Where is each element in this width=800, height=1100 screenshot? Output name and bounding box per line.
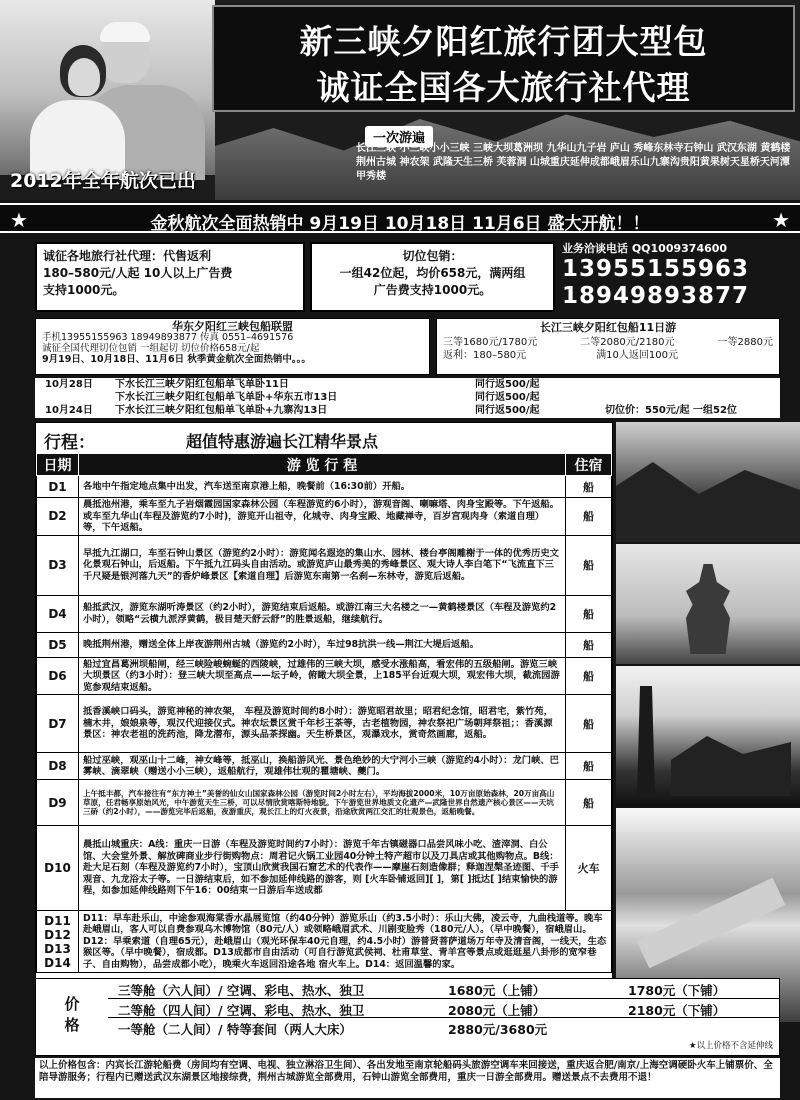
itinerary-subtitle: 超值特惠游遍长江精华景点	[186, 432, 379, 451]
charter-line: 一组42位起，均价658元，满两组	[339, 266, 526, 280]
col-day: 日期	[37, 454, 79, 476]
sub-title: 诚证全国各大旅行社代理	[316, 68, 691, 107]
price-note: ★以上价格不含延伸线	[688, 1041, 773, 1051]
lower-berth-price: 1680元（上铺）	[448, 983, 546, 998]
departures	[35, 378, 780, 418]
departure-row	[40, 404, 775, 417]
table-row	[37, 753, 612, 780]
route-cell: 各地中午指定地点集中出发，汽车送至南京港上船，晚餐前（16:30前）开船。	[79, 476, 566, 498]
day-cell: D6	[37, 657, 79, 695]
price-label: 价格	[62, 996, 81, 1038]
departure-row	[40, 391, 775, 404]
rooftops	[671, 736, 791, 796]
lodge-cell: 船	[566, 632, 612, 657]
table-row	[37, 695, 612, 753]
agent-recruit-box	[35, 242, 305, 312]
yici-label: 一次游遍	[365, 126, 433, 147]
route-cell: 晨抵池州港，乘车至九子岩烟霞园国家森林公园（车程游览约6小时），游观音阁、喇嘛塔、肉身宝殿等。下午返船。或车至九华山(车程及游览约7小时)，游览开山祖寺，化城寺、肉身宝殿、地藏禅寺，百岁宫观肉身（索道自理）等，下午返船。	[79, 498, 566, 536]
promo-bar	[0, 203, 800, 233]
price-includes: 以上价格包含：内宾长江游轮船费（房间均有空调、电视、独立淋浴卫生间）、各出发地至南京轮船码头旅游空调车来回接送，重庆返合肥/南京/上海空调硬卧火车上铺票价、全陪导游服务；行程内已赠送武汉东湖景区地接综费，荆州古城游览全部费用，石钟山游览全部费用，重庆一日游全部费用。赠送景点不去费用不退！	[35, 1058, 780, 1098]
lodge-cell: 船	[566, 595, 612, 632]
contact-box	[562, 240, 800, 316]
contact-label: 业务洽谈电话 QQ1009374600	[562, 242, 728, 255]
phone-number[interactable]: 13955155963	[562, 256, 750, 282]
table-row	[37, 826, 612, 911]
departure-row	[40, 378, 775, 391]
cliffs	[616, 462, 800, 542]
union-box	[35, 318, 430, 375]
cabin-type: 三等舱（六人间）/ 空调、彩电、热水、独卫	[118, 983, 365, 998]
route-cell: 船过宜昌葛洲坝船闸，经三峡险峻蜿蜒的西陵峡，过雄伟的三峡大坝，感受水涨船高，看宏伟的五级船闸。游览三峡大坝景区（约3小时）：登三峡大坝至高点——坛子岭，俯瞰大坝全景，上185平台近观大坝，观宏伟大坝，截流园游览参观结束返船。	[79, 657, 566, 695]
lower-berth-price: 2080元（上铺）	[448, 1003, 546, 1018]
route-cell: 晨抵山城重庆：A线：重庆一日游（车程及游览时间约7小时）：游览千年古镇磁器口品尝风味小吃、渣滓洞、白公馆、大会堂外景、解放碑商业步行街购物点：周君记火锅工业园40分钟土特产超市以及刀具店或其他购物点。B线：赴大足石刻（车程及游览约7小时），宝顶山欣赏我国石窟艺术的代表作——摩崖石刻造像群；释迦涅槃圣迹图、千手观音、九龙浴太子等。一日游结束后，如不参加延伸线路的游客，则 [火车卧铺返回][ ]，第[ ]抵达[ ]结束愉快的游程，如参加延伸线路则下午16：00结束一日游后车送成都	[79, 826, 566, 911]
star-icon: ★	[10, 208, 28, 232]
itinerary-table	[36, 453, 612, 973]
upper-berth-price: 1780元（下铺）	[628, 983, 726, 998]
lodge-cell: 船	[566, 535, 612, 595]
route-cell: 晚抵荆州港，赠送全体上岸夜游荆州古城（游览约2小时），车过98抗洪一线—荆江大堤后返船。	[79, 632, 566, 657]
price-row	[108, 979, 780, 998]
scenery-photos	[616, 422, 800, 1022]
cabin-prices	[443, 336, 773, 349]
man-hair	[100, 22, 150, 42]
table-row	[37, 535, 612, 595]
route-cell: 抵香溪峡口码头，游览神秘的神农架， 车程及游览时间约8小时）：游览昭君故里；昭君纪念馆，昭君宅，紫竹苑，楠木井，娘娘泉等，观汉代迎接仪式。神农坛景区赏千年杉王茶等，古老植物园，神农祭祀广场朝拜祭祖；：香溪源景区：神农老祖的洗药池，降龙潜布，源头品茶探幽。天生桥景区，观瀑戏水，赏奇然画廊，返船。	[79, 695, 566, 753]
price-row	[108, 998, 780, 1017]
day-cell: D3	[37, 535, 79, 595]
dam-wall	[637, 878, 786, 969]
table-row	[37, 780, 612, 826]
pagoda-shape	[686, 564, 730, 654]
day-cell: D9	[37, 780, 79, 826]
day-cell: D5	[37, 632, 79, 657]
cruise-11day-title: 长江三峡夕阳红包船11日游	[539, 321, 677, 334]
pagoda-photo	[616, 544, 800, 664]
lodge-cell: 火车	[566, 826, 612, 911]
departure-date: 10月24日	[45, 405, 93, 416]
col-lodge: 住宿	[566, 454, 612, 476]
star-icon: ★	[772, 208, 790, 232]
old-town-photo	[616, 666, 800, 806]
main-title: 新三峡夕阳红旅行团大型包	[299, 22, 708, 61]
lower-berth-price: 2880元/3680元	[448, 1022, 548, 1037]
table-row	[37, 476, 612, 498]
gorge-photo	[616, 422, 800, 542]
lodge-cell: 船	[566, 753, 612, 780]
union-line: 9月19日、10月18日、11月6日 秋季黄金航次全面热销中。。。	[42, 354, 311, 365]
promo-text: 金秋航次全面热销中 9月19日 10月18日 11月6日 盛大开航！！	[150, 214, 650, 234]
price-table	[35, 978, 780, 1056]
day-cell: D2	[37, 498, 79, 536]
title-box	[212, 5, 795, 112]
third-class-price: 三等1680元/1780元	[443, 337, 538, 348]
lodge-cell: 船	[566, 780, 612, 826]
departure-route: 下水长江三峡夕阳红包船单飞单卧11日	[115, 379, 289, 390]
upper-berth-price: 2180元（下铺）	[628, 1003, 726, 1018]
route-cell: 上午抵丰都，汽车接往有“东方神土”美誉的仙女山国家森林公园（游览时间2小时左右），平均海拔2000米，10万亩原始森林，20万亩高山草原，任君畅享原始风光，中午游览天生三桥，可以尽情欣赏喀斯特地貌。下午游览世界地质文化遗产—武隆世界自然遗产核心景区——天坑三硚（约2小时），——游览完毕后返船，夜游重庆，观长江上的灯火夜景，沿途欣赏两江交汇的壮观景色，返船晚餐。	[79, 780, 566, 826]
departure-note: 切位价：550元/起 一组52位	[605, 405, 737, 416]
table-header	[37, 454, 612, 476]
price-row	[108, 1017, 780, 1036]
day-cell: D8	[37, 753, 79, 780]
itinerary-header	[36, 423, 612, 453]
table-row	[37, 657, 612, 695]
spots-list: 长江三峡 小三峡小小三峡 三峡大坝葛洲坝 九华山九子岩 庐山 秀峰东林寺石钟山 武汉东湖 黄鹤楼 荆州古城 神农架 武隆天生三桥 芙蓉洞 山城重庆延伸成都峨眉乐山九寨沟贵阳黄果树天星桥天河潭甲秀楼	[356, 143, 791, 182]
second-class-price: 二等2080元/2180元	[580, 337, 675, 348]
departure-route: 下水长江三峡夕阳红包船单飞单卧+华东五市13日	[115, 392, 338, 403]
route-cell: 船抵武汉，游览东湖听涛景区（约2小时），游览结束后返船。或游江南三大名楼之一—黄鹤楼景区（车程及游览约2小时），领略“云横九派浮黄鹤，极目楚天舒云舒”的胜景返船，继续航行。	[79, 595, 566, 632]
cruise-11day-box	[436, 318, 780, 375]
departure-route: 下水长江三峡夕阳红包船单飞单卧+九寨沟13日	[115, 405, 328, 416]
col-route: 游 览 行 程	[79, 454, 566, 476]
table-row	[37, 632, 612, 657]
table-row	[37, 911, 612, 973]
agent-line: 诚征各地旅行社代理：代售返利	[43, 249, 212, 263]
union-line: 诚征全国代理切位包销 一组起切 切位价格658元/起	[42, 343, 260, 354]
table-row	[37, 595, 612, 632]
union-title: 华东夕阳红三峡包船联盟	[172, 320, 293, 333]
group-rebate: 满10人返回100元	[596, 350, 678, 361]
charter-box	[310, 242, 555, 312]
departure-rebate: 同行返500/起	[475, 392, 540, 403]
first-class-price: 一等2880元	[717, 337, 773, 348]
cabin-type: 二等舱（四人间）/ 空调、彩电、热水、独卫	[118, 1003, 365, 1018]
rebate: 返利：180–580元	[443, 350, 527, 361]
departure-rebate: 同行返500/起	[475, 405, 540, 416]
tower-shape	[631, 686, 661, 796]
cabin-type: 一等舱（二人间）/ 特等套间（两人大床）	[118, 1022, 352, 1037]
rebates	[443, 349, 773, 362]
day-cell: D4	[37, 595, 79, 632]
day-cell: D11 D12 D13 D14	[37, 911, 79, 973]
couple-photo	[0, 0, 215, 175]
route-cell: 船过巫峡，观巫山十二峰，神女峰等，抵巫山，换船游风光、景色绝妙的大宁河小三峡（游览约4小时）：龙门峡、巴雾峡、滴翠峡（赠送小小三峡），返船航行，观雄伟壮观的瞿塘峡、夔门。	[79, 753, 566, 780]
agent-line: 180–580元/人起 10人以上广告费	[43, 266, 233, 280]
itinerary-label: 行程：	[44, 433, 95, 453]
year-announcement: 2012年全年航次已出	[10, 170, 196, 192]
union-line: 手机13955155963 18949893877 传真 0551–4691576	[42, 332, 294, 343]
departure-date: 10月28日	[45, 379, 93, 390]
woman-face	[68, 58, 100, 96]
lodge-cell: 船	[566, 657, 612, 695]
day-cell: D7	[37, 695, 79, 753]
departure-rebate: 同行返500/起	[475, 379, 540, 390]
day-cell: D1	[37, 476, 79, 498]
charter-line: 广告费支持1000元。	[373, 283, 492, 297]
header-banner	[0, 0, 800, 200]
day-cell: D10	[37, 826, 79, 911]
route-cell: D11：早车赴乐山，中途参观海棠香水晶展览馆（约40分钟）游览乐山（约3.5小时）：乐山大佛，凌云寺，九曲栈道等。晚车赴峨眉山，客人可以自费参观乌木博物馆（80元/人）或领略峨眉武术、川剧变脸秀（180元/人）。（早中晚餐），宿峨眉山。D12：早乘索道（自理65元），赴峨眉山（观光环保车40元自理，约4.5小时）游普贤菩萨道场万年寺及清音阁，一线天，生态猴区等。（早中晚餐），宿成都。D13成都市自由活动（可自行游览武侯祠、杜甫草堂、青羊宫等景点或逛逛星八卦形的宽窄巷子、自由购物），品尝成都小吃），晚乘火车返回沿途各地 宿火车上。D14：返回温馨的家。	[79, 911, 612, 973]
table-row	[37, 498, 612, 536]
lodge-cell: 船	[566, 476, 612, 498]
charter-line: 切位包销：	[402, 249, 463, 263]
agent-line: 支持1000元。	[43, 283, 125, 297]
lodge-cell: 船	[566, 695, 612, 753]
phone-number[interactable]: 18949893877	[562, 283, 750, 309]
itinerary	[35, 422, 613, 1022]
lodge-cell: 船	[566, 498, 612, 536]
route-cell: 早抵九江湖口，车至石钟山景区（游览约2小时）：游览闻名遐迩的集山水、园林、楼台亭阁雕榭于一体的优秀历史文化景观石钟山，后返船。下午抵九江码头自由活动。或游览庐山最秀美的秀峰景区、观大诗人李白笔下“飞流直下三千尺疑是银河落九天”的香炉峰景区【索道自理】后游览东南第一名刹—东林寺，游览后返船。	[79, 535, 566, 595]
